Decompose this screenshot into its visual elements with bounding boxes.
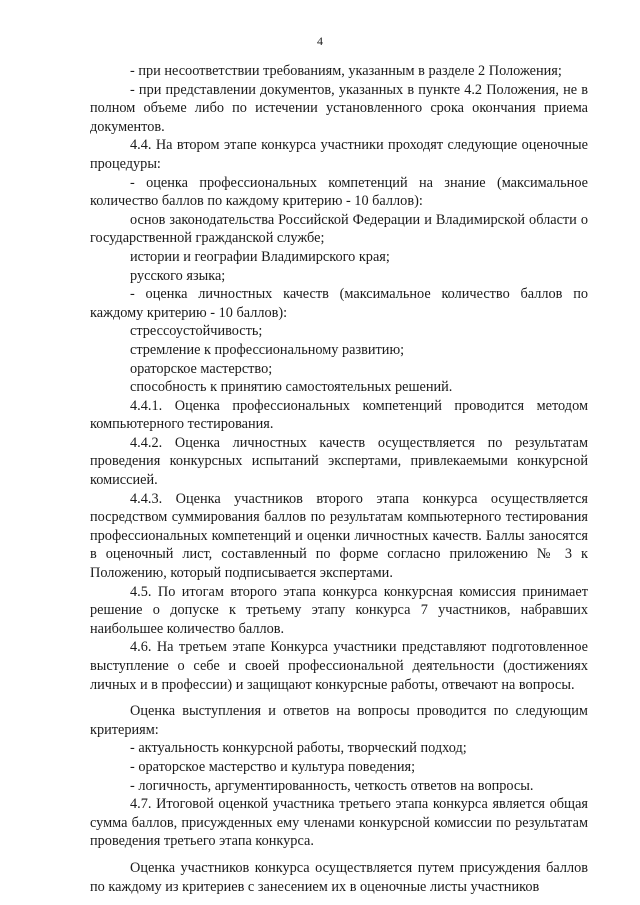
paragraph: - логичность, аргументированность, четкость ответов на вопросы. [130, 777, 534, 794]
paragraph: - оценка личностных качеств (максимальное количество баллов по каждому критерию - 10 баллов): [90, 286, 588, 321]
paragraph: 4.7. Итоговой оценкой участника третьего этапа конкурса является общая сумма баллов, присужденных ему членами конкурсной комиссии по результатам проведения третьего этапа конкурса. [90, 796, 588, 850]
paragraph: - при несоответствии требованиям, указанным в разделе 2 Положения; [130, 63, 562, 79]
paragraph: - ораторское мастерство и культура поведения; [130, 758, 416, 775]
paragraph: 4.4.3. Оценка участников второго этапа конкурса осуществляется посредством суммирования баллов по результатам компьютерного тестирования профессиональных компетенций и оценки личностных качеств. Баллы заносятся в оценочный лист, составленный по форме согласно приложению № 3 к Положению, который подписывается экспертами. [90, 490, 588, 582]
paragraph: - при представлении документов, указанных в пункте 4.2 Положения, не в полном объеме либо по истечении установленного срока окончания приема документов. [90, 81, 588, 135]
paragraph: - актуальность конкурсной работы, творческий подход; [130, 740, 467, 757]
paragraph: истории и географии Владимирского края; [130, 248, 390, 265]
document-body [90, 62, 588, 896]
paragraph: способность к принятию самостоятельных решений. [130, 379, 453, 396]
paragraph: 4.6. На третьем этапе Конкурса участники представляют подготовленное выступление о себе и своей профессиональной деятельности (достижениях личных и в профессии) и защищают конкурсные работы, отвечают на вопросы. [90, 639, 588, 693]
paragraph: 4.4.2. Оценка личностных качеств осуществляется по результатам проведения конкурсных испытаний экспертами, привлекаемыми конкурсной комиссией. [90, 434, 588, 489]
paragraph: - оценка профессиональных компетенций на знание (максимальное количество баллов по каждому критерию - 10 баллов): [90, 174, 588, 210]
paragraph: 4.4.1. Оценка профессиональных компетенций проводится методом компьютерного тестирования. [90, 397, 588, 433]
paragraph: стремление к профессиональному развитию; [130, 341, 405, 358]
paragraph: Оценка выступления и ответов на вопросы проводится по следующим критериям: [90, 703, 588, 738]
paragraph: ораторское мастерство; [130, 360, 273, 377]
paragraph: основ законодательства Российской Федерации и Владимирской области о государственной гражданской службе; [90, 211, 588, 247]
paragraph: 4.4. На втором этапе конкурса участники проходят следующие оценочные процедуры: [90, 137, 588, 172]
paragraph: Оценка участников конкурса осуществляется путем присуждения баллов по каждому из критериев с занесением их в оценочные листы участников [90, 859, 588, 895]
paragraph: 4.5. По итогам второго этапа конкурса конкурсная комиссия принимает решение о допуске к третьему этапу конкурса 7 участников, набравших наибольшее количество баллов. [90, 583, 588, 637]
paragraph: стрессоустойчивость; [130, 323, 263, 340]
paragraph: русского языка; [130, 267, 226, 284]
page-number: 4 [317, 34, 323, 48]
